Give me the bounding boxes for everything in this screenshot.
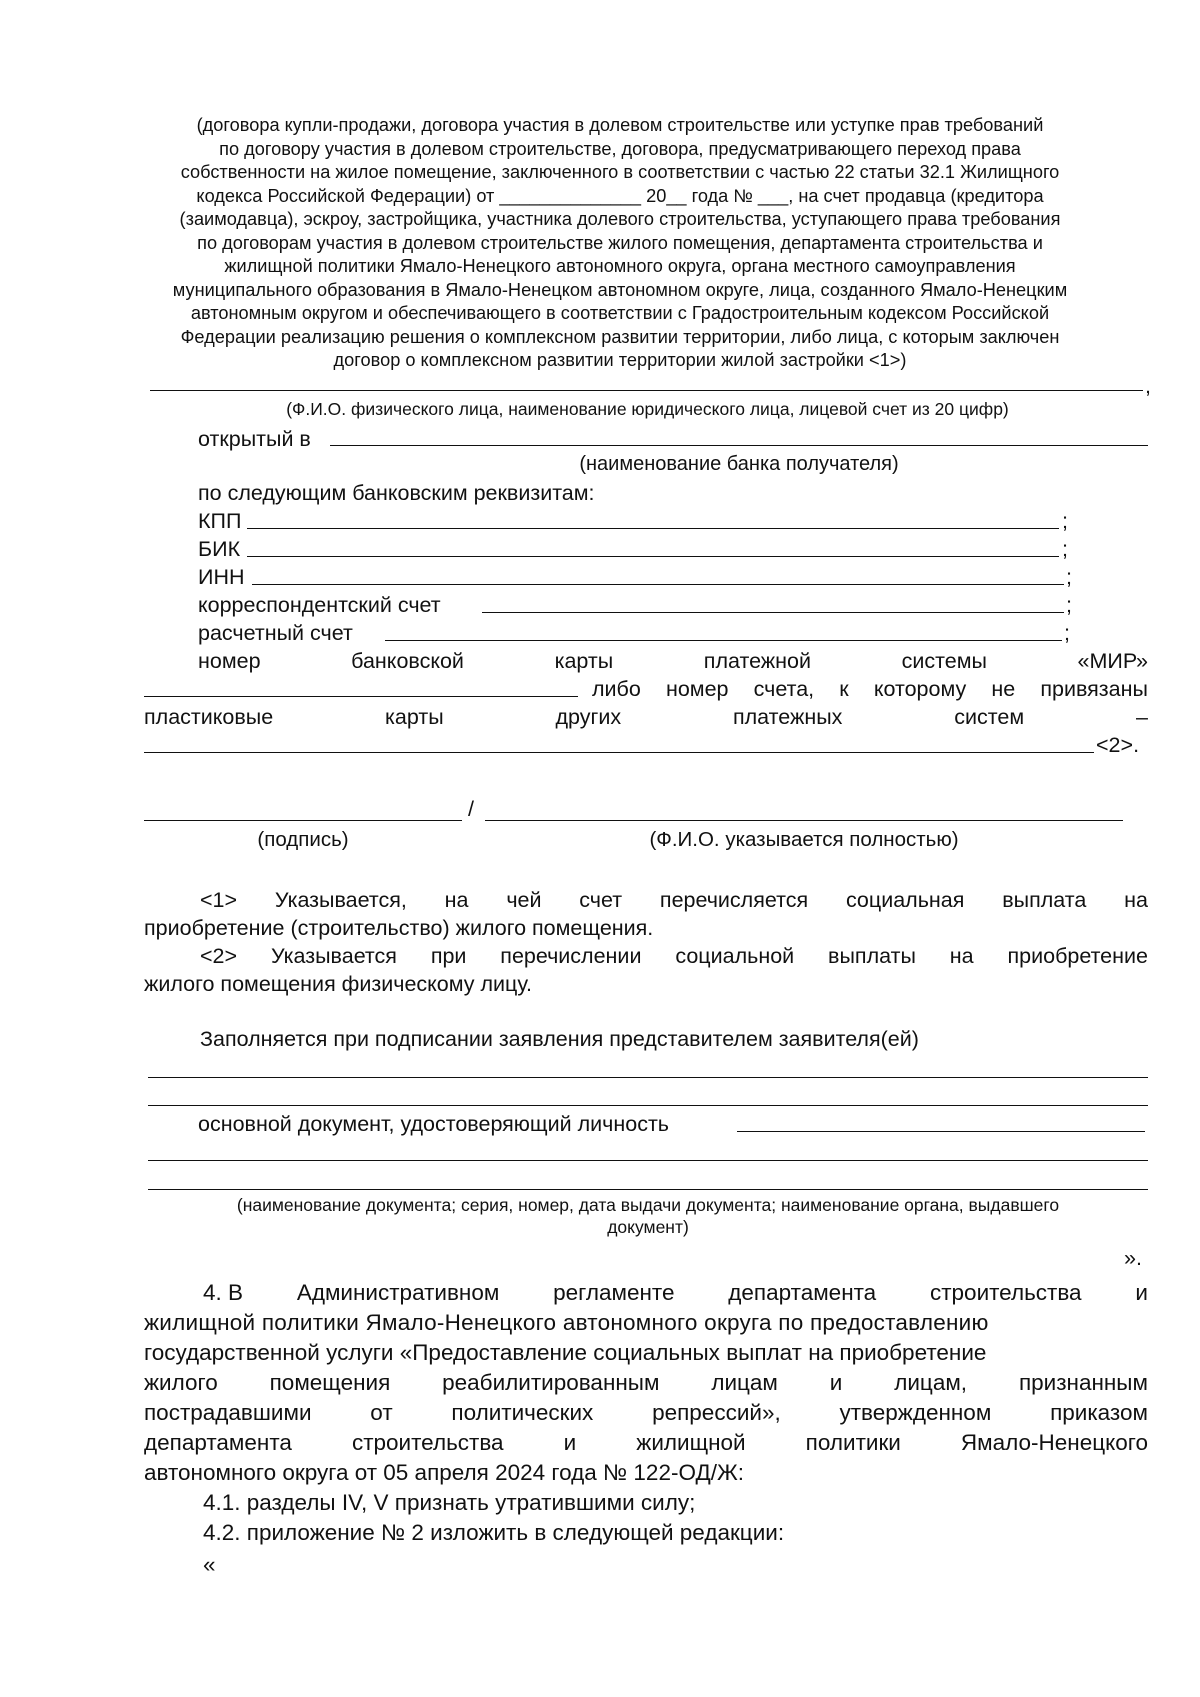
- representative-line-2[interactable]: [148, 1105, 1148, 1106]
- word: Указывается: [270, 944, 397, 968]
- intro-line: Федерации реализацию решения о комплексном развитии территории, либо лица, с которым заключен: [180, 326, 1060, 347]
- section4-line-1: [203, 1278, 1148, 1308]
- corr-account-field[interactable]: [482, 612, 1064, 613]
- word: «МИР»: [1077, 649, 1148, 673]
- word: строительства: [929, 1280, 1082, 1305]
- card-line-1: [198, 647, 1148, 675]
- open-quote: «: [203, 1552, 216, 1577]
- word: на: [444, 888, 469, 912]
- caption-line: документ): [607, 1217, 689, 1237]
- word: банковской: [351, 649, 464, 673]
- footnote-1: [200, 886, 1148, 914]
- section4-line-3: государственной услуги «Предоставление социальных выплат на приобретение: [144, 1340, 987, 1365]
- bank-name-line[interactable]: [330, 445, 1148, 446]
- fullname-caption: (Ф.И.О. указывается полностью): [649, 828, 959, 851]
- word: номер: [665, 677, 729, 701]
- word: перечисляется: [659, 888, 809, 912]
- intro-line: жилищной политики Ямало-Ненецкого автономного округа, органа местного самоуправления: [224, 256, 1016, 276]
- word: пострадавшими: [144, 1400, 312, 1425]
- word: других: [555, 705, 622, 729]
- word: лицам,: [894, 1370, 968, 1395]
- closing-quote: ».: [1124, 1246, 1142, 1270]
- word: департамента: [728, 1280, 877, 1305]
- intro-line: собственности на жилое помещение, заключенного в соответствии с частью 22 статьи 32.1 Жилищного: [180, 162, 1060, 182]
- other-systems-field[interactable]: [144, 752, 1094, 753]
- opened-in-label: открытый в: [198, 427, 311, 451]
- footnote-1-line-2: приобретение (строительство) жилого помещения.: [144, 916, 654, 940]
- word: которому: [873, 677, 967, 701]
- intro-line: (заимодавца), эскроу, застройщика, участника долевого строительства, уступающего права требования: [179, 209, 1061, 229]
- inn-end: ;: [1066, 565, 1072, 589]
- corr-account-label: корреспондентский счет: [198, 593, 441, 617]
- word: 4. В: [203, 1280, 244, 1305]
- word: не: [991, 677, 1016, 701]
- word: признанным: [1018, 1370, 1148, 1395]
- word: –: [1135, 705, 1148, 729]
- word: Указывается,: [274, 888, 407, 912]
- word: строительства: [351, 1430, 504, 1455]
- bank-caption: (наименование банка получателя): [579, 453, 899, 475]
- footnote-2-line-2: жилого помещения физическому лицу.: [144, 972, 532, 996]
- bik-end: ;: [1062, 537, 1068, 561]
- word: выплаты: [828, 944, 916, 968]
- section4-line-7: автономного округа от 05 апреля 2024 года № 122-ОД/Ж:: [144, 1460, 744, 1485]
- word: к: [839, 677, 849, 701]
- trailing-comma: ,: [1145, 374, 1151, 398]
- word: платежных: [732, 705, 843, 729]
- word: помещения: [269, 1370, 391, 1395]
- kpp-label: КПП: [198, 509, 242, 533]
- word: платежной: [703, 649, 812, 673]
- recipient-caption: (Ф.И.О. физического лица, наименование юридического лица, лицевой счет из 20 цифр): [286, 399, 1009, 419]
- word: номер: [198, 649, 261, 673]
- signature-slash: /: [468, 797, 474, 821]
- card-number-field[interactable]: [144, 696, 578, 697]
- kpp-field[interactable]: [247, 528, 1059, 529]
- settlement-account-label: расчетный счет: [198, 621, 353, 645]
- word: на: [1124, 888, 1148, 912]
- word: утвержденном: [839, 1400, 992, 1425]
- identity-doc-line-3[interactable]: [148, 1160, 1148, 1161]
- identity-doc-caption: [148, 1194, 1148, 1238]
- word: чей: [506, 888, 542, 912]
- word: реабилитированным: [442, 1370, 660, 1395]
- word: привязаны: [1040, 677, 1148, 701]
- recipient-name-line[interactable]: [150, 390, 1143, 391]
- word: систем: [954, 705, 1025, 729]
- corr-account-end: ;: [1066, 593, 1072, 617]
- requisites-label: по следующим банковским реквизитам:: [198, 481, 595, 505]
- intro-paragraph: [120, 114, 1120, 373]
- word: пластиковые: [144, 705, 274, 729]
- word: либо: [592, 677, 641, 701]
- intro-line: по договорам участия в долевом строительстве жилого помещения, департамента строительства и: [197, 232, 1043, 253]
- section4-line-4: [144, 1368, 1148, 1398]
- word: политических: [451, 1400, 594, 1425]
- section4-line-6: [144, 1428, 1148, 1458]
- intro-line: (договора купли-продажи, договора участия в долевом строительстве или уступке прав требований: [196, 115, 1044, 135]
- word: жилого: [144, 1370, 218, 1395]
- identity-doc-label: основной документ, удостоверяющий личность: [198, 1112, 669, 1136]
- word: перечислении: [500, 944, 642, 968]
- signature-field[interactable]: [144, 820, 462, 821]
- word: приказом: [1050, 1400, 1148, 1425]
- inn-field[interactable]: [252, 584, 1064, 585]
- section4-line-2: жилищной политики Ямало-Ненецкого автономного округа по предоставлению: [144, 1310, 989, 1335]
- intro-line: муниципального образования в Ямало-Ненецком автономном округе, лица, созданного Ямало-Ненецким: [172, 279, 1068, 300]
- word: Административном: [296, 1280, 500, 1305]
- word: от: [370, 1400, 393, 1425]
- word: <1>: [200, 888, 238, 912]
- word: на: [949, 944, 974, 968]
- card-footnote-ref: <2>.: [1096, 733, 1140, 757]
- word: департамента: [144, 1430, 292, 1455]
- identity-doc-field[interactable]: [737, 1131, 1145, 1132]
- word: и: [829, 1370, 843, 1395]
- settlement-account-end: ;: [1064, 621, 1070, 645]
- section4-line-5: [144, 1398, 1148, 1428]
- section4-item-1: 4.1. разделы IV, V признать утратившими силу;: [203, 1490, 696, 1515]
- word: при: [430, 944, 467, 968]
- word: <2>: [200, 944, 238, 968]
- card-line-3: [144, 703, 1148, 731]
- bik-field[interactable]: [247, 556, 1059, 557]
- bik-label: БИК: [198, 537, 241, 561]
- word: социальная: [845, 888, 965, 912]
- intro-line: кодекса Российской Федерации) от ______________ 20__ года № ___, на счет продавца (кредитора: [196, 185, 1044, 206]
- word: системы: [901, 649, 987, 673]
- intro-line: автономным округом и обеспечивающего в соответствии с Градостроительным кодексом Российской: [190, 303, 1050, 323]
- inn-label: ИНН: [198, 565, 245, 589]
- signature-caption: (подпись): [257, 828, 349, 851]
- identity-doc-line-4[interactable]: [148, 1189, 1148, 1190]
- intro-line: договор о комплексном развитии территории жилой застройки <1>): [333, 350, 907, 370]
- word: карты: [554, 649, 614, 673]
- word: Ямало-Ненецкого: [960, 1430, 1148, 1455]
- kpp-end: ;: [1062, 509, 1068, 533]
- fullname-field[interactable]: [485, 820, 1123, 821]
- footnote-2: [200, 942, 1148, 970]
- word: карты: [385, 705, 444, 729]
- word: выплата: [1002, 888, 1087, 912]
- word: регламенте: [553, 1280, 675, 1305]
- card-line-2: [592, 675, 1148, 703]
- word: приобретение: [1007, 944, 1148, 968]
- word: лицам: [711, 1370, 778, 1395]
- settlement-account-field[interactable]: [385, 640, 1062, 641]
- word: счет: [579, 888, 623, 912]
- caption-line: (наименование документа; серия, номер, дата выдачи документа; наименование органа, выдавшего: [236, 1195, 1060, 1215]
- word: и: [1135, 1280, 1148, 1305]
- word: социальной: [675, 944, 795, 968]
- section4-item-2: 4.2. приложение № 2 изложить в следующей редакции:: [203, 1520, 785, 1545]
- word: счета,: [753, 677, 815, 701]
- word: репрессий»,: [652, 1400, 781, 1425]
- representative-line-1[interactable]: [148, 1077, 1148, 1078]
- intro-line: по договору участия в долевом строительстве, договора, предусматривающего переход права: [219, 138, 1021, 159]
- word: политики: [805, 1430, 901, 1455]
- word: жилищной: [636, 1430, 746, 1455]
- word: и: [563, 1430, 577, 1455]
- representative-heading: Заполняется при подписании заявления представителем заявителя(ей): [200, 1027, 919, 1051]
